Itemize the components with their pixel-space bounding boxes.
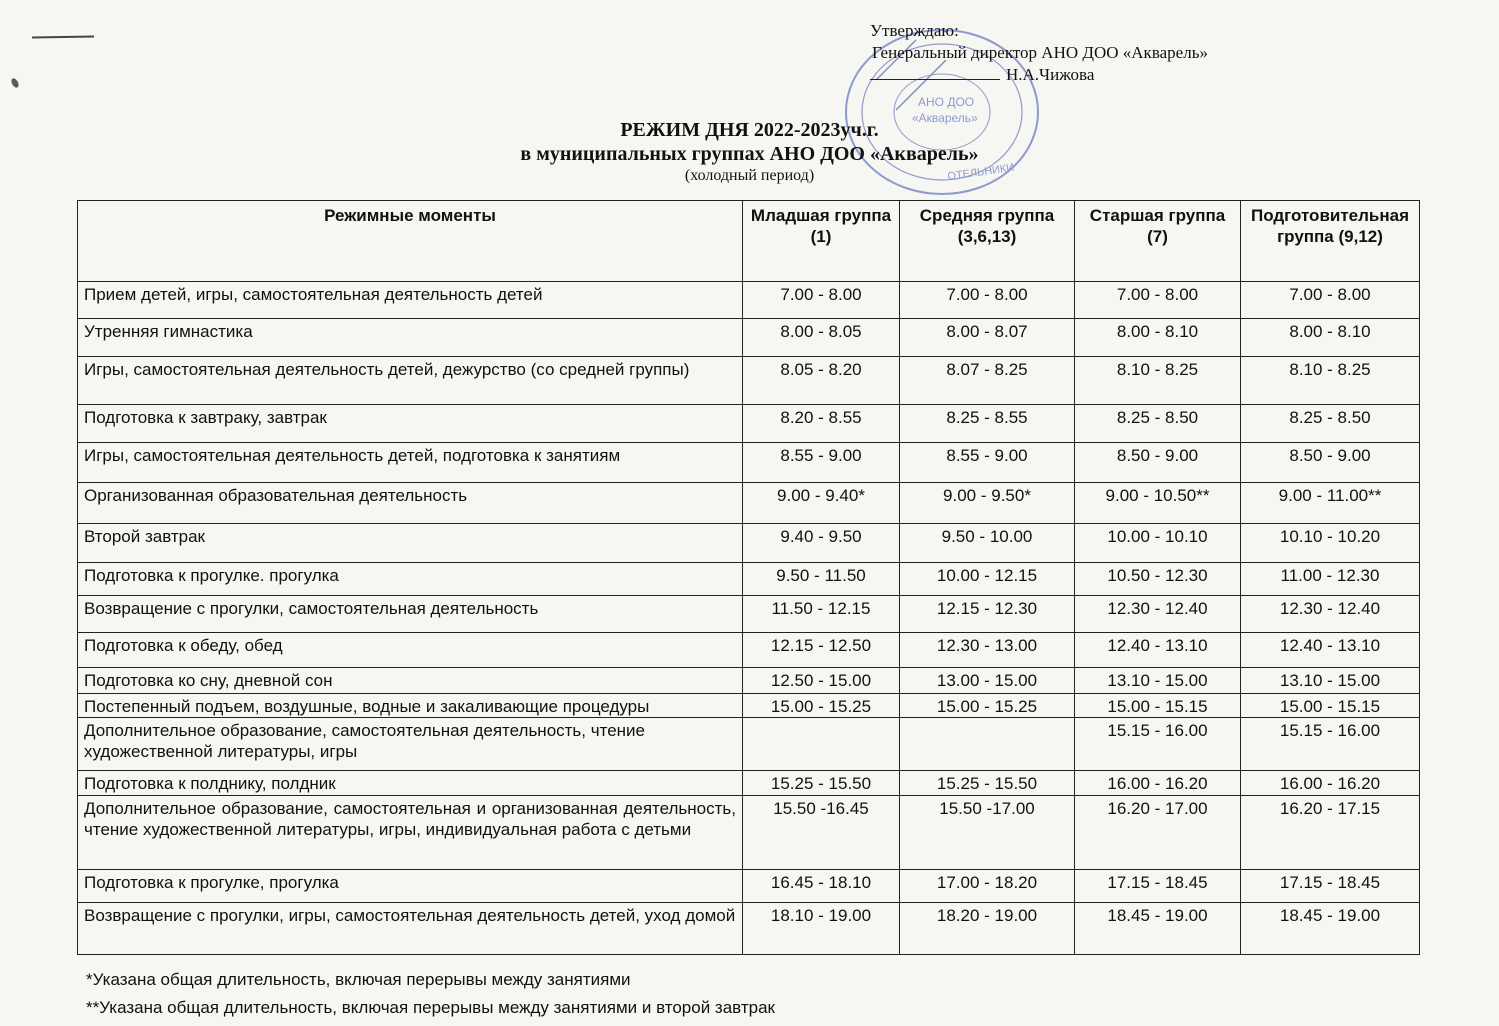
activity-cell: Дополнительное образование, самостоятельная и организованная деятельность, чтение художественной литературы, игры, индивидуальная работа с детьми	[78, 796, 743, 870]
time-cell: 8.25 - 8.55	[900, 405, 1075, 443]
time-cell: 10.00 - 12.15	[900, 563, 1075, 596]
time-cell: 8.00 - 8.07	[900, 319, 1075, 357]
time-cell: 8.05 - 8.20	[743, 357, 900, 405]
table-row	[78, 483, 1420, 524]
table-row	[78, 633, 1420, 668]
time-cell: 9.50 - 11.50	[743, 563, 900, 596]
table-row	[78, 443, 1420, 483]
time-cell: 13.10 - 15.00	[1075, 668, 1241, 694]
header-junior: Младшая группа (1)	[743, 201, 900, 282]
table-row	[78, 563, 1420, 596]
table-row	[78, 903, 1420, 955]
time-cell: 12.40 - 13.10	[1241, 633, 1420, 668]
time-cell: 8.10 - 8.25	[1241, 357, 1420, 405]
time-cell: 17.15 - 18.45	[1075, 870, 1241, 903]
activity-cell: Организованная образовательная деятельность	[78, 483, 743, 524]
time-cell: 12.30 - 12.40	[1241, 596, 1420, 633]
time-cell: 15.15 - 16.00	[1241, 718, 1420, 771]
time-cell: 16.20 - 17.15	[1241, 796, 1420, 870]
footnote-1: *Указана общая длительность, включая перерывы между занятиями	[86, 970, 631, 989]
header-preparatory: Подготовительная группа (9,12)	[1241, 201, 1420, 282]
activity-cell: Подготовка к полднику, полдник	[78, 771, 743, 796]
time-cell: 11.00 - 12.30	[1241, 563, 1420, 596]
activity-cell: Подготовка к обеду, обед	[78, 633, 743, 668]
time-cell: 17.15 - 18.45	[1241, 870, 1420, 903]
time-cell: 12.40 - 13.10	[1075, 633, 1241, 668]
activity-cell: Второй завтрак	[78, 524, 743, 563]
table-row	[78, 319, 1420, 357]
time-cell: 10.00 - 10.10	[1075, 524, 1241, 563]
activity-cell: Подготовка к прогулке, прогулка	[78, 870, 743, 903]
time-cell: 15.00 - 15.15	[1075, 694, 1241, 718]
time-cell: 8.10 - 8.25	[1075, 357, 1241, 405]
time-cell: 15.15 - 16.00	[1075, 718, 1241, 771]
signature-line	[870, 67, 1000, 80]
time-cell: 8.55 - 9.00	[743, 443, 900, 483]
header-senior: Старшая группа (7)	[1075, 201, 1241, 282]
time-cell: 15.00 - 15.25	[900, 694, 1075, 718]
schedule-table	[77, 200, 1420, 955]
activity-cell: Постепенный подъем, воздушные, водные и закаливающие процедуры	[78, 694, 743, 718]
time-cell: 16.00 - 16.20	[1075, 771, 1241, 796]
time-cell: 10.50 - 12.30	[1075, 563, 1241, 596]
header-activity: Режимные моменты	[78, 201, 743, 282]
time-cell: 8.20 - 8.55	[743, 405, 900, 443]
time-cell: 8.50 - 9.00	[1075, 443, 1241, 483]
time-cell: 13.00 - 15.00	[900, 668, 1075, 694]
table-row	[78, 694, 1420, 718]
time-cell: 9.50 - 10.00	[900, 524, 1075, 563]
time-cell: 8.07 - 8.25	[900, 357, 1075, 405]
time-cell: 12.15 - 12.50	[743, 633, 900, 668]
time-cell: 7.00 - 8.00	[900, 282, 1075, 319]
title-subtitle: в муниципальных группах АНО ДОО «Акварель»	[520, 143, 979, 165]
activity-cell: Дополнительное образование, самостоятельная деятельность, чтение художественной литературы, игры	[78, 718, 743, 771]
activity-cell: Прием детей, игры, самостоятельная деятельность детей	[78, 282, 743, 319]
table-row	[78, 870, 1420, 903]
time-cell: 16.20 - 17.00	[1075, 796, 1241, 870]
time-cell: 11.50 - 12.15	[743, 596, 900, 633]
approval-signature	[870, 64, 1208, 86]
time-cell: 15.25 - 15.50	[900, 771, 1075, 796]
activity-cell: Игры, самостоятельная деятельность детей, подготовка к занятиям	[78, 443, 743, 483]
table-row	[78, 596, 1420, 633]
time-cell: 8.00 - 8.10	[1241, 319, 1420, 357]
table-row	[78, 796, 1420, 870]
time-cell: 15.00 - 15.25	[743, 694, 900, 718]
time-cell: 9.00 - 9.40*	[743, 483, 900, 524]
time-cell: 15.00 - 15.15	[1241, 694, 1420, 718]
table-header-row	[78, 201, 1420, 282]
activity-cell: Возвращение с прогулки, самостоятельная деятельность	[78, 596, 743, 633]
time-cell: 8.25 - 8.50	[1241, 405, 1420, 443]
header-middle: Средняя группа (3,6,13)	[900, 201, 1075, 282]
time-cell: 7.00 - 8.00	[1241, 282, 1420, 319]
time-cell: 18.45 - 19.00	[1075, 903, 1241, 955]
activity-cell: Подготовка к прогулке. прогулка	[78, 563, 743, 596]
time-cell: 18.45 - 19.00	[1241, 903, 1420, 955]
activity-cell: Возвращение с прогулки, игры, самостоятельная деятельность детей, уход домой	[78, 903, 743, 955]
approval-label: Утверждаю:	[870, 21, 959, 40]
time-cell: 16.00 - 16.20	[1241, 771, 1420, 796]
title-main: РЕЖИМ ДНЯ 2022-2023уч.г.	[620, 119, 879, 141]
time-cell: 17.00 - 18.20	[900, 870, 1075, 903]
time-cell: 9.00 - 10.50**	[1075, 483, 1241, 524]
activity-cell: Утренняя гимнастика	[78, 319, 743, 357]
footnotes	[86, 966, 775, 1022]
svg-text:АНО ДОО: АНО ДОО	[918, 95, 975, 109]
svg-text:«Акварель»: «Акварель»	[912, 111, 978, 125]
time-cell: 15.50 -16.45	[743, 796, 900, 870]
time-cell: 9.00 - 11.00**	[1241, 483, 1420, 524]
activity-cell: Подготовка к завтраку, завтрак	[78, 405, 743, 443]
time-cell: 7.00 - 8.00	[743, 282, 900, 319]
time-cell: 15.25 - 15.50	[743, 771, 900, 796]
time-cell: 8.25 - 8.50	[1075, 405, 1241, 443]
approver-name: Н.А.Чижова	[1006, 65, 1095, 84]
time-cell: 12.30 - 13.00	[900, 633, 1075, 668]
table-row	[78, 718, 1420, 771]
time-cell: 7.00 - 8.00	[1075, 282, 1241, 319]
approval-block	[870, 20, 1208, 86]
activity-cell: Подготовка ко сну, дневной сон	[78, 668, 743, 694]
time-cell: 10.10 - 10.20	[1241, 524, 1420, 563]
table-row	[78, 282, 1420, 319]
table-row	[78, 357, 1420, 405]
time-cell: 18.20 - 19.00	[900, 903, 1075, 955]
time-cell: 9.40 - 9.50	[743, 524, 900, 563]
time-cell: 8.00 - 8.05	[743, 319, 900, 357]
scan-speck	[10, 77, 20, 89]
time-cell: 12.50 - 15.00	[743, 668, 900, 694]
time-cell: 8.50 - 9.00	[1241, 443, 1420, 483]
time-cell: 15.50 -17.00	[900, 796, 1075, 870]
time-cell: 12.30 - 12.40	[1075, 596, 1241, 633]
time-cell: 8.00 - 8.10	[1075, 319, 1241, 357]
approval-position: Генеральный директор АНО ДОО «Акварель»	[872, 43, 1208, 62]
time-cell: 8.55 - 9.00	[900, 443, 1075, 483]
table-row	[78, 405, 1420, 443]
table-row	[78, 668, 1420, 694]
time-cell: 9.00 - 9.50*	[900, 483, 1075, 524]
time-cell	[743, 718, 900, 771]
time-cell	[900, 718, 1075, 771]
time-cell: 12.15 - 12.30	[900, 596, 1075, 633]
footnote-2: **Указана общая длительность, включая перерывы между занятиями и второй завтрак	[86, 998, 775, 1017]
table-row	[78, 771, 1420, 796]
svg-text:ОТЕЛЬНИКИ: ОТЕЛЬНИКИ	[946, 161, 1015, 183]
time-cell: 18.10 - 19.00	[743, 903, 900, 955]
time-cell: 13.10 - 15.00	[1241, 668, 1420, 694]
scan-mark	[32, 35, 94, 38]
time-cell: 16.45 - 18.10	[743, 870, 900, 903]
table-row	[78, 524, 1420, 563]
title-period: (холодный период)	[684, 167, 815, 184]
document-title	[0, 118, 1499, 186]
activity-cell: Игры, самостоятельная деятельность детей, дежурство (со средней группы)	[78, 357, 743, 405]
